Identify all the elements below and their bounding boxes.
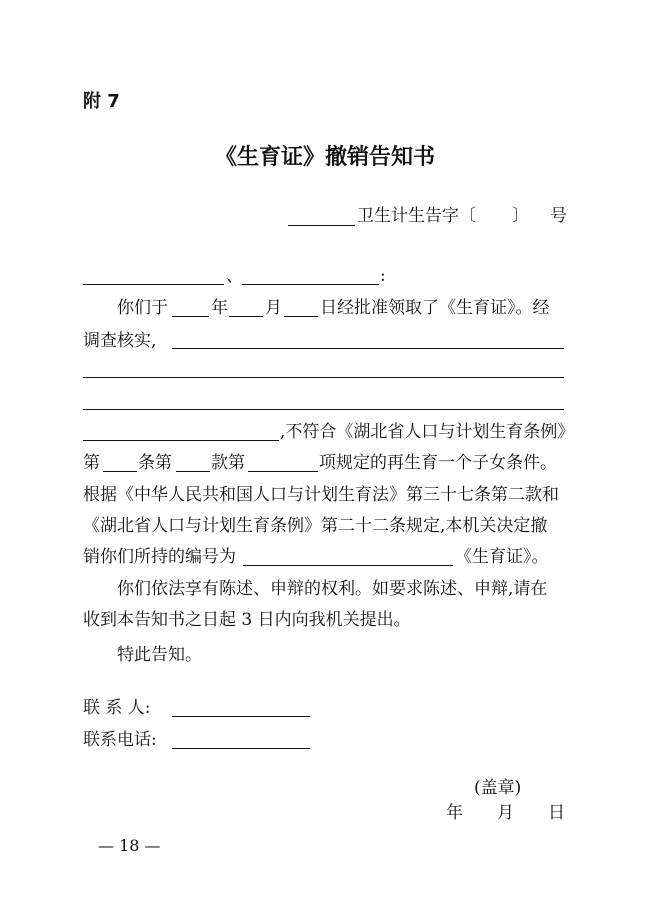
body-line6-end: 项规定的再生育一个子女条件。 <box>319 453 557 473</box>
item-blank <box>248 471 318 472</box>
date-day: 日 <box>548 803 565 823</box>
investigation-blank-4 <box>83 440 279 441</box>
body-line9-start: 销你们所持的编号为 <box>83 547 236 567</box>
doc-number-text: 卫生计生告字〔 <box>357 206 476 226</box>
attachment-label: 附 7 <box>83 91 120 112</box>
investigation-blank-2 <box>83 377 564 378</box>
contact-phone-label: 联系电话: <box>83 730 157 750</box>
contact-person-blank <box>172 716 310 717</box>
addressee-colon: : <box>380 266 386 286</box>
certificate-number-blank <box>243 565 453 566</box>
para2-line2: 收到本告知书之日起 3 日内向我机关提出。 <box>83 610 411 630</box>
date-year: 年 <box>446 803 463 823</box>
contact-phone-blank <box>172 748 310 749</box>
body-line1-start: 你们于 <box>117 298 168 318</box>
body-line1-end: 日经批准领取了《生育证》。经 <box>320 298 550 318</box>
body-line6-tiaodi: 条第 <box>138 453 172 473</box>
body-line7: 根据《中华人民共和国人口与计划生育法》第三十七条第二款和 <box>83 485 559 505</box>
seal-label: (盖章) <box>474 778 522 798</box>
body-line5-tail: ,不符合《湖北省人口与计划生育条例》 <box>280 422 575 442</box>
addressee-separator: 、 <box>226 266 243 286</box>
body-line6-di: 第 <box>83 453 100 473</box>
body-line8: 《湖北省人口与计划生育条例》第二十二条规定,本机关决定撤 <box>83 516 548 536</box>
year-blank <box>172 316 209 317</box>
body-line2: 调查核实, <box>83 331 157 351</box>
month-blank <box>229 316 263 317</box>
investigation-blank-3 <box>83 409 564 410</box>
doc-number-prefix-blank <box>288 225 355 226</box>
day-blank <box>284 316 318 317</box>
body-line1-year: 年 <box>211 298 228 318</box>
article-blank <box>103 471 137 472</box>
body-line6-kuandi: 款第 <box>211 453 245 473</box>
page-number: — 18 — <box>98 836 161 855</box>
body-line1-month: 月 <box>265 298 282 318</box>
investigation-blank-1 <box>172 348 564 349</box>
addressee-blank-2 <box>242 284 379 285</box>
doc-number-close-bracket: 〕 <box>512 206 529 226</box>
doc-number-suffix: 号 <box>550 206 567 226</box>
page-title: 《生育证》撤销告知书 <box>214 145 435 170</box>
para3: 特此告知。 <box>117 645 202 665</box>
addressee-blank-1 <box>83 284 224 285</box>
clause-blank <box>176 471 210 472</box>
date-month: 月 <box>497 803 514 823</box>
para2-line1: 你们依法享有陈述、申辩的权利。如要求陈述、申辩,请在 <box>117 579 548 599</box>
body-line9-end: 《生育证》。 <box>455 547 549 567</box>
contact-person-label: 联 系 人: <box>83 698 151 718</box>
